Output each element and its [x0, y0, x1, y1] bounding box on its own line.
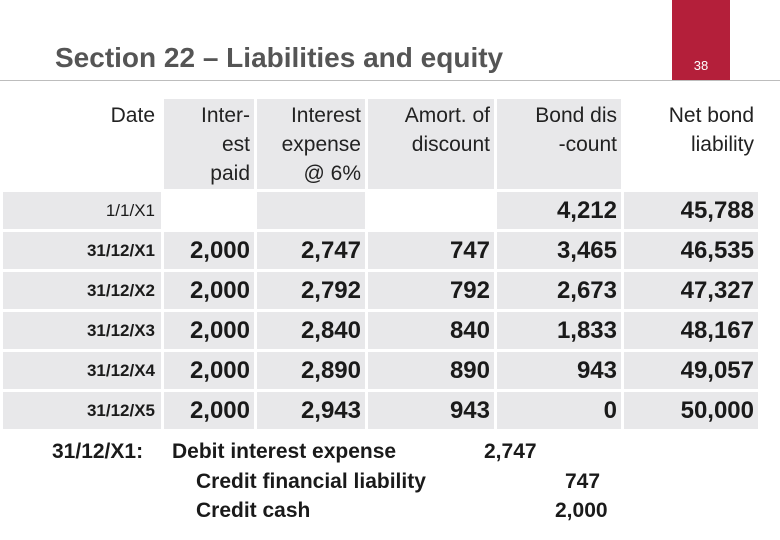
table-row — [3, 392, 758, 429]
cell-amort-discount: 840 — [368, 312, 494, 349]
header-line: Amort. of — [404, 104, 490, 127]
cell-interest-paid: 2,000 — [164, 312, 254, 349]
header-date-label: Date — [110, 104, 155, 127]
header-line: Net bond — [668, 104, 754, 127]
cell-amort-discount — [368, 192, 494, 229]
cell-amort-discount: 747 — [368, 232, 494, 269]
cell-net-liability: 46,535 — [624, 232, 758, 269]
header-amort-discount — [368, 99, 494, 189]
cell-interest-paid: 2,000 — [164, 352, 254, 389]
journal-debit-amount: 2,747 — [484, 440, 537, 463]
cell-net-liability: 47,327 — [624, 272, 758, 309]
cell-bond-discount: 1,833 — [497, 312, 621, 349]
row-date: 31/12/X3 — [3, 312, 161, 349]
cell-interest-paid: 2,000 — [164, 392, 254, 429]
header-line: Inter- — [200, 104, 250, 127]
table-row — [3, 352, 758, 389]
cell-interest-paid: 2,000 — [164, 272, 254, 309]
header-line: liability — [690, 133, 754, 156]
cell-interest-expense: 2,792 — [257, 272, 365, 309]
row-date: 31/12/X4 — [3, 352, 161, 389]
cell-net-liability: 45,788 — [624, 192, 758, 229]
table-row — [3, 312, 758, 349]
header-date — [3, 99, 161, 189]
row-date: 31/12/X2 — [3, 272, 161, 309]
header-line: Interest — [290, 104, 361, 127]
row-date: 1/1/X1 — [3, 192, 161, 229]
table-row — [3, 192, 758, 229]
cell-interest-paid: 2,000 — [164, 232, 254, 269]
table-row — [3, 272, 758, 309]
slide-title: Section 22 – Liabilities and equity — [55, 42, 504, 73]
header-line: Bond dis — [535, 104, 617, 127]
amortization-table — [0, 96, 761, 432]
header-net-liability — [624, 99, 758, 189]
header-interest-expense — [257, 99, 365, 189]
header-line: @ 6% — [303, 162, 361, 185]
row-date: 31/12/X1 — [3, 232, 161, 269]
row-date: 31/12/X5 — [3, 392, 161, 429]
journal-debit-label: Debit interest expense — [172, 440, 397, 463]
cell-amort-discount: 792 — [368, 272, 494, 309]
header-line: expense — [281, 133, 361, 156]
header-interest-paid — [164, 99, 254, 189]
cell-interest-expense: 2,943 — [257, 392, 365, 429]
header-line: paid — [210, 162, 250, 185]
journal-credit-liability-amount: 747 — [565, 470, 601, 493]
cell-bond-discount: 943 — [497, 352, 621, 389]
table-row — [3, 232, 758, 269]
header-line: est — [221, 133, 250, 156]
cell-interest-expense: 2,747 — [257, 232, 365, 269]
cell-bond-discount: 3,465 — [497, 232, 621, 269]
cell-bond-discount: 0 — [497, 392, 621, 429]
title-divider — [0, 80, 780, 81]
header-bond-discount — [497, 99, 621, 189]
header-line: discount — [411, 133, 490, 156]
header-line: -count — [558, 133, 617, 156]
cell-bond-discount: 4,212 — [497, 192, 621, 229]
journal-date: 31/12/X1: — [52, 440, 144, 463]
journal-credit-liability-label: Credit financial liability — [196, 470, 426, 493]
journal-credit-cash-label: Credit cash — [196, 499, 311, 522]
cell-interest-expense — [257, 192, 365, 229]
cell-interest-paid — [164, 192, 254, 229]
cell-amort-discount: 890 — [368, 352, 494, 389]
journal-credit-cash-amount: 2,000 — [555, 499, 608, 522]
cell-net-liability: 49,057 — [624, 352, 758, 389]
cell-interest-expense: 2,890 — [257, 352, 365, 389]
page-number: 38 — [693, 58, 709, 73]
table-header-row — [3, 99, 758, 189]
cell-interest-expense: 2,840 — [257, 312, 365, 349]
cell-net-liability: 48,167 — [624, 312, 758, 349]
cell-bond-discount: 2,673 — [497, 272, 621, 309]
cell-amort-discount: 943 — [368, 392, 494, 429]
cell-net-liability: 50,000 — [624, 392, 758, 429]
